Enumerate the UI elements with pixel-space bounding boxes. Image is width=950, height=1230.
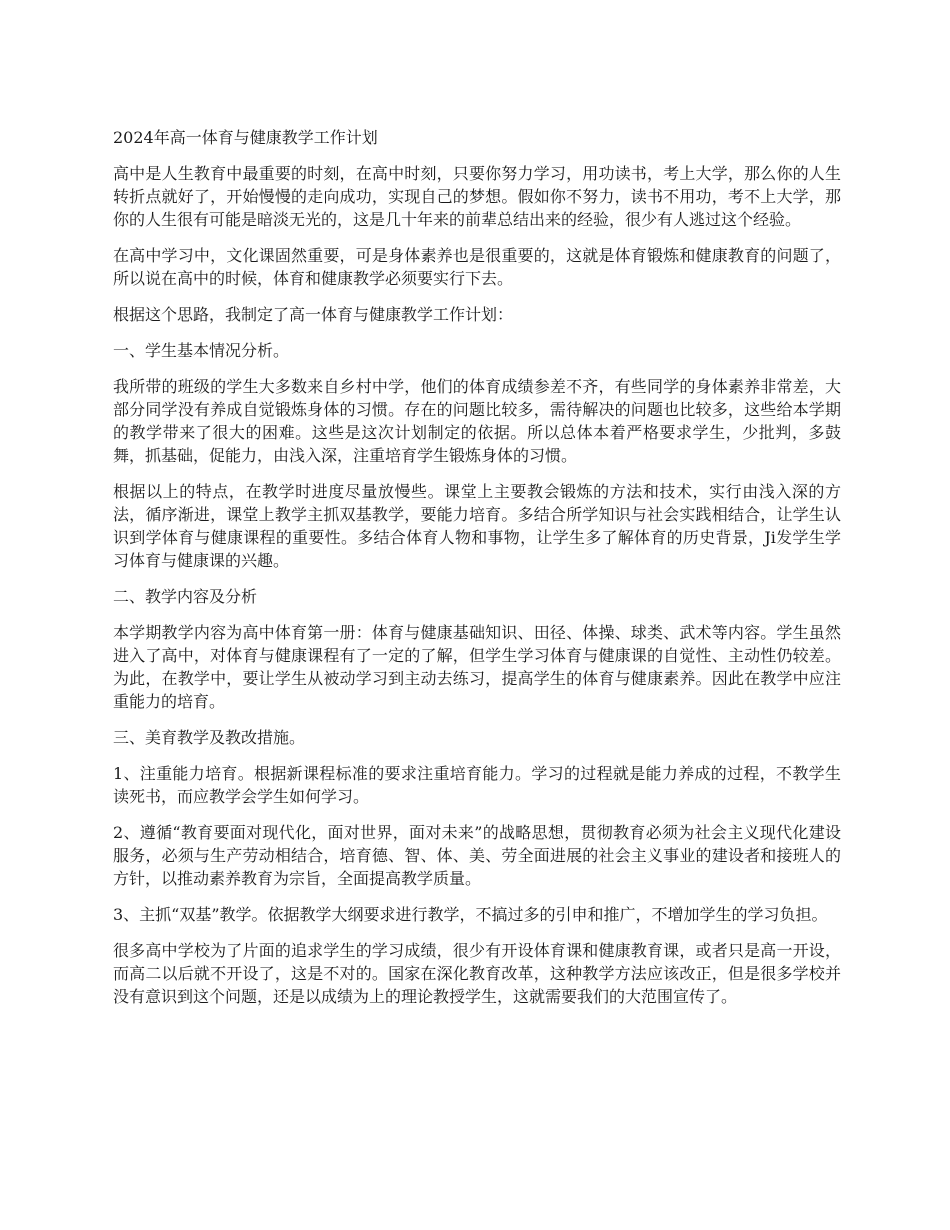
section-heading-1: 一、学生基本情况分析。 bbox=[113, 341, 290, 360]
paragraph-teaching-approach: 根据以上的特点，在教学时进度尽量放慢些。课堂上主要教会锻炼的方法和技术，实行由浅入深的方法，循序渐进，课堂上教学主抓双基教学，要能力培育。多结合所学知识与社会实践相结合，让学生认识到学体育与健康课程的重要性。多结合体育人物和事物，让学生多了解体育的历史背景，Ji发学生学习体育与健康课的兴趣。 bbox=[113, 482, 841, 570]
paragraph-plan-lead: 根据这个思路，我制定了高一体育与健康教学工作计划： bbox=[113, 305, 514, 324]
section-heading-2: 二、教学内容及分析 bbox=[113, 587, 258, 606]
paragraph-intro: 高中是人生教育中最重要的时刻，在高中时刻，只要你努力学习，用功读书，考上大学，那么你的人生转折点就好了，开始慢慢的走向成功，实现自己的梦想。假如你不努力，读书不用功，考不上大学，那你的人生很有可能是暗淡无光的，这是几十年来的前辈总结出来的经验，很少有人逃过这个经验。 bbox=[113, 164, 841, 229]
list-item-2: 2、遵循“教育要面对现代化，面对世界，面对未来”的战略思想，贯彻教育必须为社会主义现代化建设服务，必须与生产劳动相结合，培育德、智、体、美、劳全面进展的社会主义事业的建设者和接班人的方针，以推动素养教育为宗旨，全面提高教学质量。 bbox=[113, 823, 841, 888]
document-title: 2024年高一体育与健康教学工作计划 bbox=[113, 128, 378, 147]
section-heading-3: 三、美育教学及教改措施。 bbox=[113, 728, 306, 747]
list-item-3: 3、主抓“双基”教学。依据教学大纲要求进行教学，不搞过多的引申和推广，不增加学生的学习负担。 bbox=[113, 905, 828, 924]
list-item-1: 1、注重能力培育。根据新课程标准的要求注重培育能力。学习的过程就是能力养成的过程，不教学生读死书，而应教学会学生如何学习。 bbox=[113, 764, 841, 806]
paragraph-content-analysis: 本学期教学内容为高中体育第一册：体育与健康基础知识、田径、体操、球类、武术等内容。学生虽然进入了高中，对体育与健康课程有了一定的了解，但学生学习体育与健康课的自觉性、主动性仍较差。为此，在教学中，要让学生从被动学习到主动去练习，提高学生的体育与健康素养。因此在教学中应注重能力的培育。 bbox=[113, 623, 841, 711]
document-body bbox=[113, 126, 841, 1021]
paragraph-conclusion: 很多高中学校为了片面的追求学生的学习成绩，很少有开设体育课和健康教育课，或者只是高一开设，而高二以后就不开设了，这是不对的。国家在深化教育改革，这种教学方法应该改正，但是很多学校并没有意识到这个问题，还是以成绩为上的理论教授学生，这就需要我们的大范围宣传了。 bbox=[113, 941, 841, 1006]
paragraph-importance: 在高中学习中，文化课固然重要，可是身体素养也是很重要的，这就是体育锻炼和健康教育的问题了，所以说在高中的时候，体育和健康教学必须要实行下去。 bbox=[113, 246, 841, 288]
paragraph-student-analysis: 我所带的班级的学生大多数来自乡村中学，他们的体育成绩参差不齐，有些同学的身体素养非常差，大部分同学没有养成自觉锻炼身体的习惯。存在的问题比较多，需待解决的问题也比较多，这些给本学期的教学带来了很大的困难。这些是这次计划制定的依据。所以总体本着严格要求学生，少批判，多鼓舞，抓基础，促能力，由浅入深，注重培育学生锻炼身体的习惯。 bbox=[113, 377, 841, 465]
